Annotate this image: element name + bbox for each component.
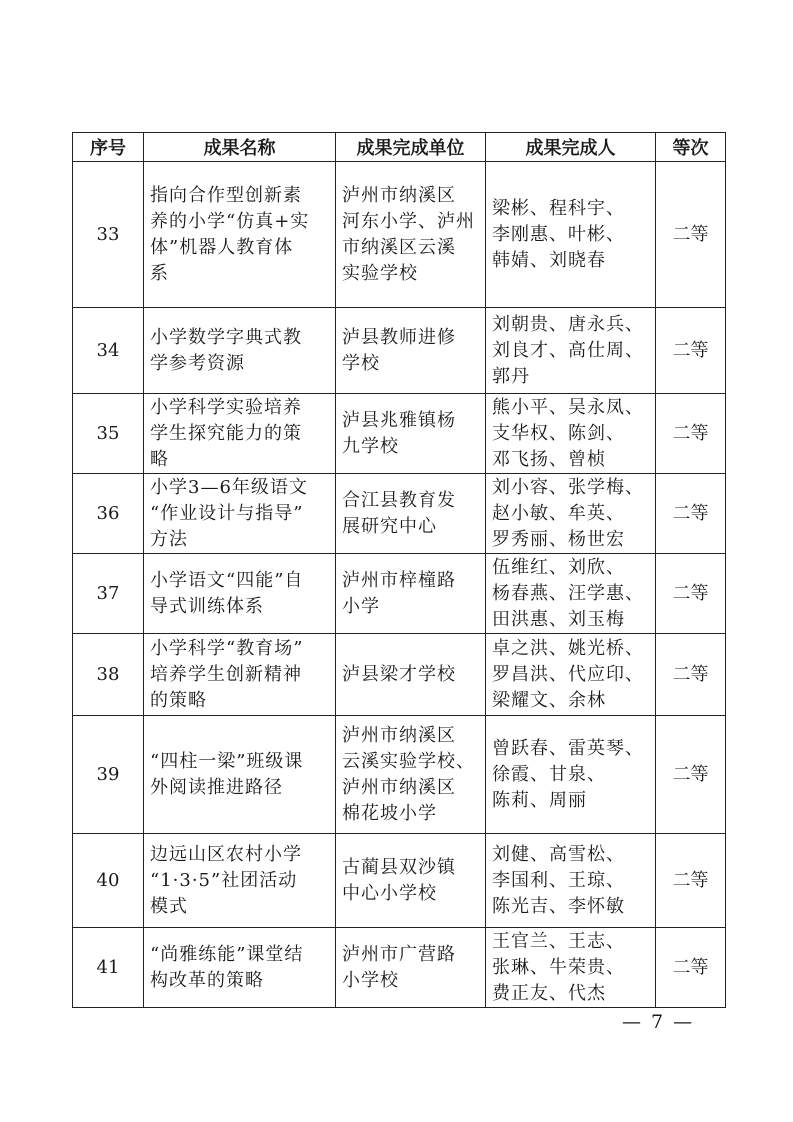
people-text: 刘小容、张学梅、 赵小敏、牟英、 罗秀丽、杨世宏 [492,476,644,550]
name-text: 指向合作型创新素 养的小学“仿真+实 体”机器人教育体 系 [150,184,310,284]
cell-unit [336,634,486,716]
cell-people [486,634,656,716]
achievement-table [72,132,726,1008]
people-text: 王官兰、王志、 张琳、牛荣贵、 费正友、代杰 [492,930,625,1004]
table-row [73,716,726,834]
name-text: 小学数学字典式教 学参考资源 [150,326,302,374]
cell-unit [336,162,486,308]
name-text: 边远山区农村小学 “1·3·5”社团活动 模式 [150,843,302,917]
cell-name [144,834,336,928]
table-row [73,928,726,1008]
cell-grade: 二等 [656,834,726,928]
cell-grade: 二等 [656,162,726,308]
table-row [73,162,726,308]
cell-grade: 二等 [656,928,726,1008]
cell-name [144,474,336,554]
cell-people [486,308,656,394]
name-text: 小学科学“教育场” 培养学生创新精神 的策略 [150,637,304,711]
table-row [73,634,726,716]
people-text: 梁彬、程科宇、 李刚惠、叶彬、 韩婧、刘晓春 [492,197,625,271]
cell-num: 40 [73,834,144,928]
cell-num: 36 [73,474,144,554]
people-text: 熊小平、吴永凤、 支华权、陈剑、 邓飞扬、曾桢 [492,396,644,470]
table-row [73,394,726,474]
cell-people [486,928,656,1008]
cell-num: 37 [73,554,144,634]
cell-grade: 二等 [656,474,726,554]
header-num: 序号 [73,133,144,162]
unit-text: 泸县教师进修 学校 [342,326,456,374]
table-row [73,834,726,928]
cell-name [144,634,336,716]
unit-text: 泸县梁才学校 [342,663,456,685]
cell-people [486,554,656,634]
header-unit: 成果完成单位 [336,133,486,162]
unit-text: 泸州市广营路 小学校 [342,943,456,991]
cell-grade: 二等 [656,634,726,716]
table-row [73,474,726,554]
cell-people [486,474,656,554]
header-grade: 等次 [656,133,726,162]
cell-name [144,554,336,634]
cell-unit [336,474,486,554]
unit-text: 古蔺县双沙镇 中心小学校 [342,856,456,904]
cell-people [486,394,656,474]
cell-people [486,162,656,308]
cell-name [144,308,336,394]
unit-text: 泸州市纳溪区 云溪实验学校、 泸州市纳溪区 棉花坡小学 [342,724,475,824]
people-text: 刘朝贵、唐永兵、 刘良才、高仕周、 郭丹 [492,313,644,387]
cell-people [486,834,656,928]
cell-unit [336,308,486,394]
cell-num: 33 [73,162,144,308]
name-text: “尚雅练能”课堂结 构改革的策略 [150,943,304,991]
header-name: 成果名称 [144,133,336,162]
cell-name [144,928,336,1008]
cell-num: 34 [73,308,144,394]
unit-text: 合江县教育发 展研究中心 [342,489,456,537]
cell-unit [336,554,486,634]
name-text: 小学语文“四能”自 导式训练体系 [150,569,304,617]
unit-text: 泸县兆雅镇杨 九学校 [342,409,456,457]
cell-grade: 二等 [656,308,726,394]
cell-grade: 二等 [656,554,726,634]
cell-people [486,716,656,834]
unit-text: 泸州市梓橦路 小学 [342,569,456,617]
people-text: 卓之洪、姚光桥、 罗昌洪、代应印、 梁耀文、余林 [492,637,644,711]
cell-name [144,394,336,474]
page-number: — 7 — [622,1011,695,1033]
unit-text: 泸州市纳溪区 河东小学、泸州 市纳溪区云溪 实验学校 [342,184,475,284]
people-text: 刘健、高雪松、 李国利、王琼、 陈光吉、李怀敏 [492,843,625,917]
name-text: 小学3—6年级语文 “作业设计与指导” 方法 [150,476,308,550]
people-text: 伍维红、刘欣、 杨春燕、汪学惠、 田洪惠、刘玉梅 [492,556,644,630]
header-people: 成果完成人 [486,133,656,162]
cell-unit [336,928,486,1008]
cell-num: 39 [73,716,144,834]
cell-grade: 二等 [656,716,726,834]
cell-num: 35 [73,394,144,474]
cell-unit [336,834,486,928]
cell-unit [336,394,486,474]
cell-num: 38 [73,634,144,716]
cell-name [144,716,336,834]
people-text: 曾跃春、雷英琴、 徐霞、甘泉、 陈莉、周丽 [492,737,644,811]
name-text: “四柱一梁”班级课 外阅读推进路径 [150,750,304,798]
table-header-row [73,133,726,162]
name-text: 小学科学实验培养 学生探究能力的策 略 [150,396,302,470]
table-row [73,554,726,634]
cell-grade: 二等 [656,394,726,474]
table-row [73,308,726,394]
cell-name [144,162,336,308]
cell-num: 41 [73,928,144,1008]
cell-unit [336,716,486,834]
